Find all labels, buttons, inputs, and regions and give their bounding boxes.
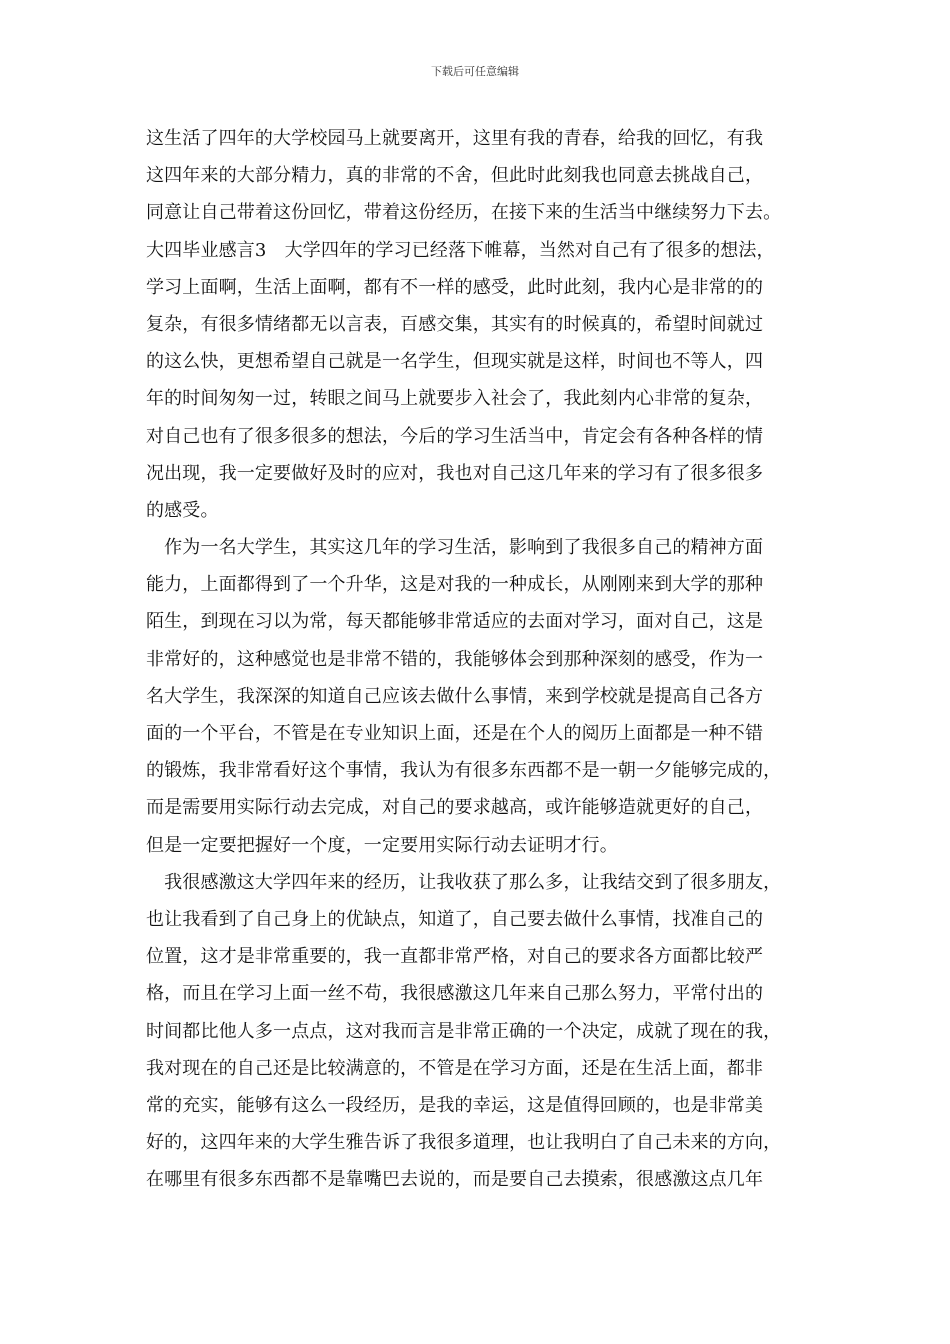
text-line: 复杂，有很多情绪都无以言表，百感交集，其实有的时候真的，希望时间就过: [146, 313, 764, 335]
text-line: 这生活了四年的大学校园马上就要离开，这里有我的青春，给我的回忆，有我: [146, 128, 764, 149]
text-line: 的锻炼，我非常看好这个事情，我认为有很多东西都不是一朝一夕能够完成的，: [146, 760, 782, 782]
text-line: 能力，上面都得到了一个升华，这是对我的一种成长，从刚刚来到大学的那种: [146, 574, 764, 596]
text-line: 这四年来的大部分精力，真的非常的不舍，但此时此刻我也同意去挑战自己，: [146, 165, 764, 187]
text-line: 况出现，我一定要做好及时的应对，我也对自己这几年来的学习有了很多很多: [146, 462, 764, 484]
text-line: 在哪里有很多东西都不是靠嘴巴去说的，而是要自己去摸索，很感激这点几年: [146, 1169, 764, 1191]
text-line: 时间都比他人多一点点，这对我而言是非常正确的一个决定，成就了现在的我，: [146, 1020, 782, 1042]
text-line: 陌生，到现在习以为常，每天都能够非常适应的去面对学习，面对自己，这是: [146, 611, 764, 633]
text-line: 也让我看到了自己身上的优缺点，知道了，自己要去做什么事情，找准自己的: [146, 908, 764, 930]
text-line: 名大学生，我深深的知道自己应该去做什么事情，来到学校就是提高自己各方: [146, 685, 764, 707]
text-line: 我对现在的自己还是比较满意的，不管是在学习方面，还是在生活上面，都非: [146, 1057, 764, 1079]
text-line: 作为一名大学生，其实这几年的学习生活，影响到了我很多自己的精神方面: [146, 537, 764, 559]
text-line: 年的时间匆匆一过，转眼之间马上就要步入社会了，我此刻内心非常的复杂，: [146, 388, 764, 410]
text-line: 的感受。: [146, 499, 219, 521]
text-line: 我很感激这大学四年来的经历，让我收获了那么多，让我结交到了很多朋友，: [146, 871, 782, 893]
text-line: 面的一个平台，不管是在专业知识上面，还是在个人的阅历上面都是一种不错: [146, 723, 764, 744]
text-line: 但是一定要把握好一个度，一定要用实际行动去证明才行。: [146, 834, 618, 856]
text-line: 位置，这才是非常重要的，我一直都非常严格，对自己的要求各方面都比较严: [146, 946, 764, 968]
text-line: 而是需要用实际行动去完成，对自己的要求越高，或许能够造就更好的自己，: [146, 797, 764, 819]
text-line: 同意让自己带着这份回忆，带着这份经历，在接下来的生活当中继续努力下去。: [146, 202, 782, 224]
text-line: 好的，这四年来的大学生雅告诉了我很多道理，也让我明白了自己未来的方向，: [146, 1132, 782, 1154]
body-text: [146, 120, 814, 1198]
page-header: 下载后可任意编辑: [431, 65, 519, 78]
text-line: 学习上面啊，生活上面啊，都有不一样的感受，此时此刻，我内心是非常的的: [146, 276, 764, 298]
text-line: 的这么快，更想希望自己就是一名学生，但现实就是这样，时间也不等人，四: [146, 351, 764, 373]
text-line: 大四毕业感言3 大学四年的学习已经落下帷幕，当然对自己有了很多的想法，: [146, 239, 775, 261]
text-line: 对自己也有了很多很多的想法，今后的学习生活当中，肯定会有各种各样的情: [146, 425, 764, 447]
text-line: 常的充实，能够有这么一段经历，是我的幸运，这是值得回顾的，也是非常美: [146, 1094, 764, 1116]
text-line: 格，而且在学习上面一丝不苟，我很感激这几年来自己那么努力，平常付出的: [146, 983, 764, 1005]
text-line: 非常好的，这种感觉也是非常不错的，我能够体会到那种深刻的感受，作为一: [146, 648, 764, 670]
